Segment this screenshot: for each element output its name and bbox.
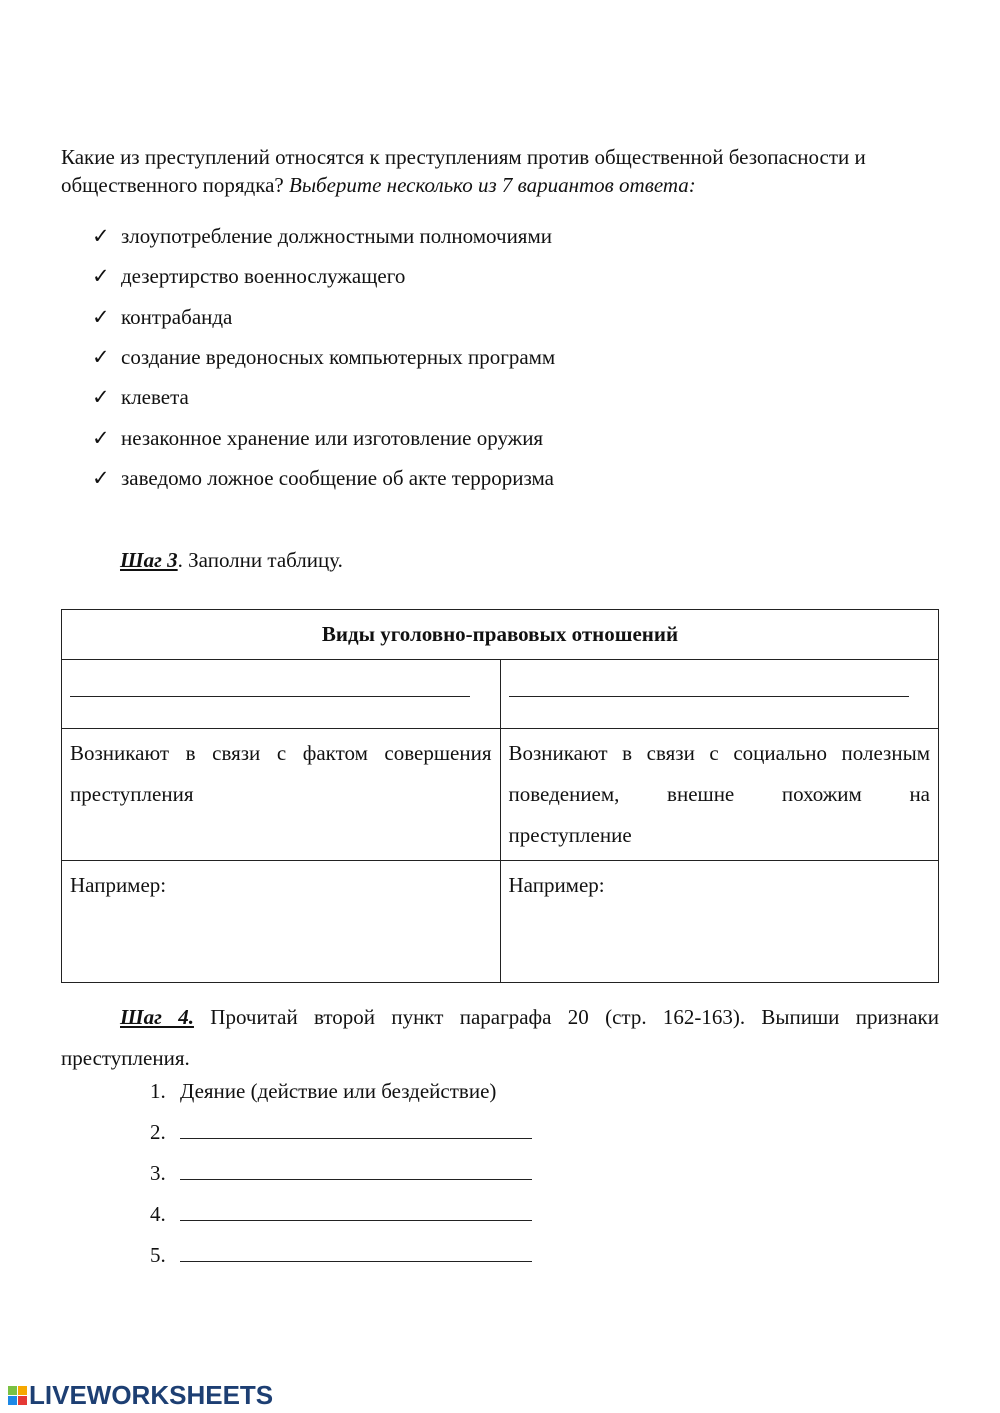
sign-blank[interactable] (180, 1202, 532, 1221)
sign-item (150, 1079, 496, 1104)
step4-label: Шаг 4. (120, 1005, 194, 1029)
sign-item[interactable] (150, 1243, 532, 1268)
table-header: Виды уголовно-правовых отношений (62, 610, 939, 660)
step4-text: Прочитай второй пункт параграфа 20 (стр. 162-163). Выпиши признаки преступления. (61, 1005, 939, 1070)
logo-text: LIVEWORKSHEETS (29, 1380, 274, 1410)
check-icon: ✓ (92, 345, 110, 369)
sign-text: Деяние (действие или бездействие) (180, 1079, 497, 1103)
option[interactable] (92, 345, 555, 370)
logo-icon (8, 1386, 27, 1405)
option-label: заведомо ложное сообщение об акте терроризма (121, 466, 554, 490)
right-description (500, 729, 939, 861)
liveworksheets-logo (8, 1380, 273, 1411)
step3-text: . Заполни таблицу. (177, 548, 343, 572)
sign-blank[interactable] (180, 1120, 532, 1139)
sign-blank[interactable] (180, 1161, 532, 1180)
sign-number: 4. (150, 1202, 166, 1226)
question-instruction: Выберите несколько из 7 вариантов ответа: (289, 173, 696, 197)
step3-label: Шаг 3 (120, 548, 178, 572)
step3-heading (120, 548, 343, 573)
sign-number: 2. (150, 1120, 166, 1144)
option-label: создание вредоносных компьютерных программ (121, 345, 556, 369)
sign-number: 5. (150, 1243, 166, 1267)
left-answer-field[interactable] (62, 660, 501, 729)
left-example-label: Например: (70, 873, 167, 897)
option[interactable] (92, 264, 405, 289)
check-icon: ✓ (92, 426, 110, 450)
right-description-text: Возникают в связи с социально полезным поведением, внешне похожим на преступление (508, 741, 930, 847)
sign-item[interactable] (150, 1202, 532, 1227)
check-icon: ✓ (92, 466, 110, 490)
right-example-field[interactable] (500, 861, 939, 983)
option[interactable] (92, 224, 552, 249)
check-icon: ✓ (92, 385, 110, 409)
option[interactable] (92, 466, 554, 491)
option-label: контрабанда (121, 305, 233, 329)
question-text: Какие из преступлений относятся к преступлениям против общественной безопасности и общественного порядка? (61, 145, 866, 197)
right-answer-field[interactable] (500, 660, 939, 729)
option[interactable] (92, 305, 232, 330)
left-description-text: Возникают в связи с фактом совершения преступления (70, 741, 492, 806)
check-icon: ✓ (92, 264, 110, 288)
option[interactable] (92, 385, 189, 410)
option-label: дезертирство военнослужащего (121, 264, 406, 288)
option-label: клевета (121, 385, 189, 409)
option[interactable] (92, 426, 543, 451)
question (61, 143, 941, 199)
sign-item[interactable] (150, 1120, 532, 1145)
sign-number: 1. (150, 1079, 166, 1103)
option-label: злоупотребление должностными полномочиями (121, 224, 552, 248)
left-description (62, 729, 501, 861)
check-icon: ✓ (92, 305, 110, 329)
step4-paragraph (61, 997, 939, 1079)
right-example-label: Например: (508, 873, 605, 897)
relations-table (61, 609, 939, 983)
sign-blank[interactable] (180, 1243, 532, 1262)
sign-item[interactable] (150, 1161, 532, 1186)
option-label: незаконное хранение или изготовление оружия (121, 426, 544, 450)
sign-number: 3. (150, 1161, 166, 1185)
check-icon: ✓ (92, 224, 110, 248)
left-example-field[interactable] (62, 861, 501, 983)
